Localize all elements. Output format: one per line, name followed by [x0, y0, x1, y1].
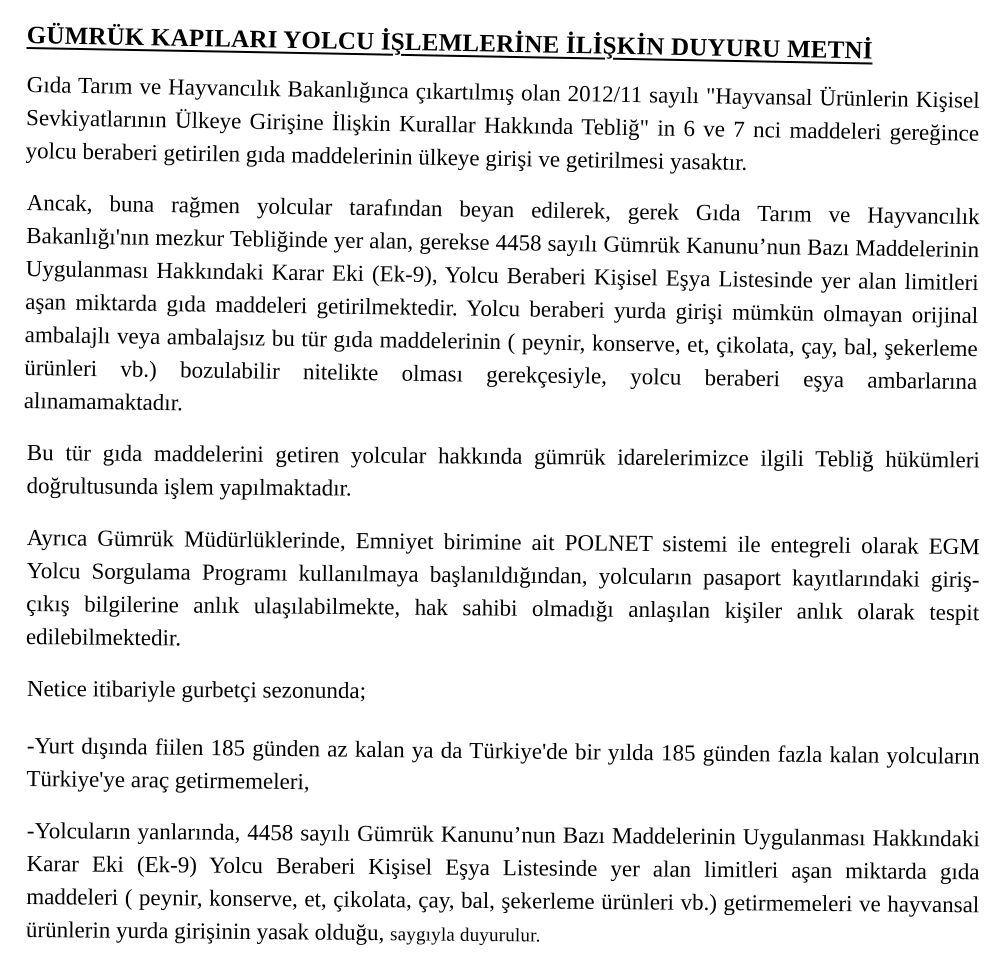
paragraph-vehicle-rule: -Yurt dışında fiilen 185 günden az kalan ya da Türkiye'de bir yılda 185 günden fazla kalan yolcuların Türkiye'ye araç getirmemeleri, [26, 732, 980, 795]
document-title: GÜMRÜK KAPILARI YOLCU İŞLEMLERİNE İLİŞKİN DUYURU METNİ [26, 22, 873, 65]
paragraph-customs-procedure: Bu tür gıda maddelerini getiren yolcular hakkında gümrük idarelerimizce ilgili Tebliğ hükümleri doğrultusunda işlem yapılmaktadır. [26, 439, 980, 501]
paragraph-final-announcement [26, 814, 980, 956]
paragraph-conclusion-intro: Netice itibariyle gurbetçi sezonunda; [26, 675, 367, 704]
paragraph-final-text: -Yolcuların yanlarında, 4458 sayılı Gümrük Kanunu’nun Bazı Maddelerinin Uygulanması Hakkındaki Karar Eki (Ek-9) Yolcu Beraberi Kişisel Eşya Listesinde yer alan limitleri aşan miktarda gıda maddeleri ( peynir, konserve, et, çikolata, çay, bal, şekerleme ürünleri vb.) getirmemeleri ve hayvansal ürünlerin yurda girişinin yasak olduğu, [25, 817, 980, 946]
paragraph-exceeding-limits: Ancak, buna rağmen yolcular tarafından beyan edilerek, gerek Gıda Tarım ve Hayvancılık Bakanlığı'nın mezkur Tebliğinde yer alan, gerekse 4458 sayılı Gümrük Kanunu’nun Bazı Maddelerinin Uygulanması Hakkındaki Karar Eki (Ek-9), Yolcu Beraberi Kişisel Eşya Listesinde yer alan limitleri aşan miktarda gıda maddeleri getirilmektedir. Yolcu beraberi yurda girişi mümkün olmayan orijinal ambalajlı veya ambalajsız bu tür gıda maddelerinin ( peynir, konserve, et, çikolata, çay, bal, şekerleme ürünleri vb.) bozulabilir nitelikte olması gerekçesiyle, yolcu beraberi eşya ambarlarına alınamamaktadır. [23, 189, 980, 416]
paragraph-prohibition: Gıda Tarım ve Hayvancılık Bakanlığınca çıkartılmış olan 2012/11 sayılı "Hayvansal Ürünlerin Kişisel Sevkiyatlarının Ülkeye Girişine İlişkin Kurallar Hakkında Tebliğ" in 6 ve 7 nci maddeleri gereğince yolcu beraberi getirilen gıda maddelerinin ülkeye girişi ve getirilmesi yasaktır. [25, 71, 980, 175]
closing-note: saygıyla duyurulur. [389, 924, 541, 947]
paragraph-polnet-system: Ayrıca Gümrük Müdürlüklerinde, Emniyet birimine ait POLNET sistemi ile entegreli olarak EGM Yolcu Sorgulama Programı kullanılmaya başlanıldığından, yolcuların pasaport kayıtlarındaki giriş-çıkış bilgilerine anlık ulaşılabilmekte, hak sahibi olmadığı anlaşılan kişiler anlık olarak tespit edilebilmektedir. [25, 524, 980, 651]
